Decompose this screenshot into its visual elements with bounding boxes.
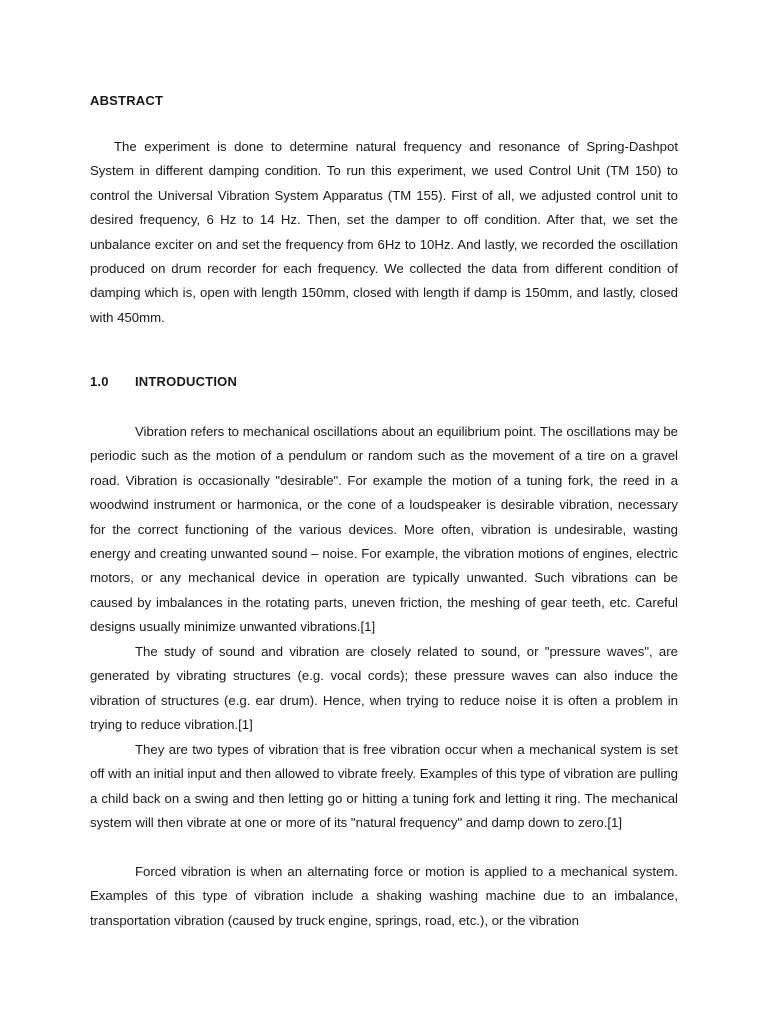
introduction-paragraph-1: Vibration refers to mechanical oscillations about an equilibrium point. The oscillations may be periodic such as the motion of a pendulum or random such as the movement of a tire on a gravel road. Vibration is occasionally "desirable". For example the motion of a tuning fork, the reed in a woodwind instrument or harmonica, or the cone of a loudspeaker is desirable vibration, necessary for the correct functioning of the various devices. More often, vibration is undesirable, wasting energy and creating unwanted sound – noise. For example, the vibration motions of engines, electric motors, or any mechanical device in operation are typically unwanted. Such vibrations can be caused by imbalances in the rotating parts, uneven friction, the meshing of gear teeth, etc. Careful designs usually minimize unwanted vibrations.[1]	[90, 424, 678, 635]
abstract-heading	[90, 93, 163, 108]
abstract-heading-text: ABSTRACT	[90, 93, 164, 108]
introduction-paragraph-3: They are two types of vibration that is free vibration occur when a mechanical system is set off with an initial input and then allowed to vibrate freely. Examples of this type of vibration are pulling a child back on a swing and then letting go or hitting a tuning fork and letting it ring. The mechanical system will then vibrate at one or more of its "natural frequency" and damp down to zero.[1]	[90, 742, 678, 831]
section-number: 1.0	[90, 374, 109, 389]
introduction-heading	[90, 374, 237, 389]
abstract-paragraph: The experiment is done to determine natural frequency and resonance of Spring-Dashpot System in different damping condition. To run this experiment, we used Control Unit (TM 150) to control the Universal Vibration System Apparatus (TM 155). First of all, we adjusted control unit to desired frequency, 6 Hz to 14 Hz. Then, set the damper to off condition. After that, we set the unbalance exciter on and set the frequency from 6Hz to 10Hz. And lastly, we recorded the oscillation produced on drum recorder for each frequency. We collected the data from different condition of damping which is, open with length 150mm, closed with length if damp is 150mm, and lastly, closed with 450mm.	[90, 139, 678, 325]
introduction-heading-text: INTRODUCTION	[135, 374, 238, 389]
introduction-paragraph-4: Forced vibration is when an alternating force or motion is applied to a mechanical system. Examples of this type of vibration include a shaking washing machine due to an imbalance, transportation vibration (caused by truck engine, springs, road, etc.), or the vibration	[90, 864, 678, 928]
introduction-paragraph-2: The study of sound and vibration are closely related to sound, or "pressure waves", are generated by vibrating structures (e.g. vocal cords); these pressure waves can also induce the vibration of structures (e.g. ear drum). Hence, when trying to reduce noise it is often a problem in trying to reduce vibration.[1]	[90, 644, 678, 733]
